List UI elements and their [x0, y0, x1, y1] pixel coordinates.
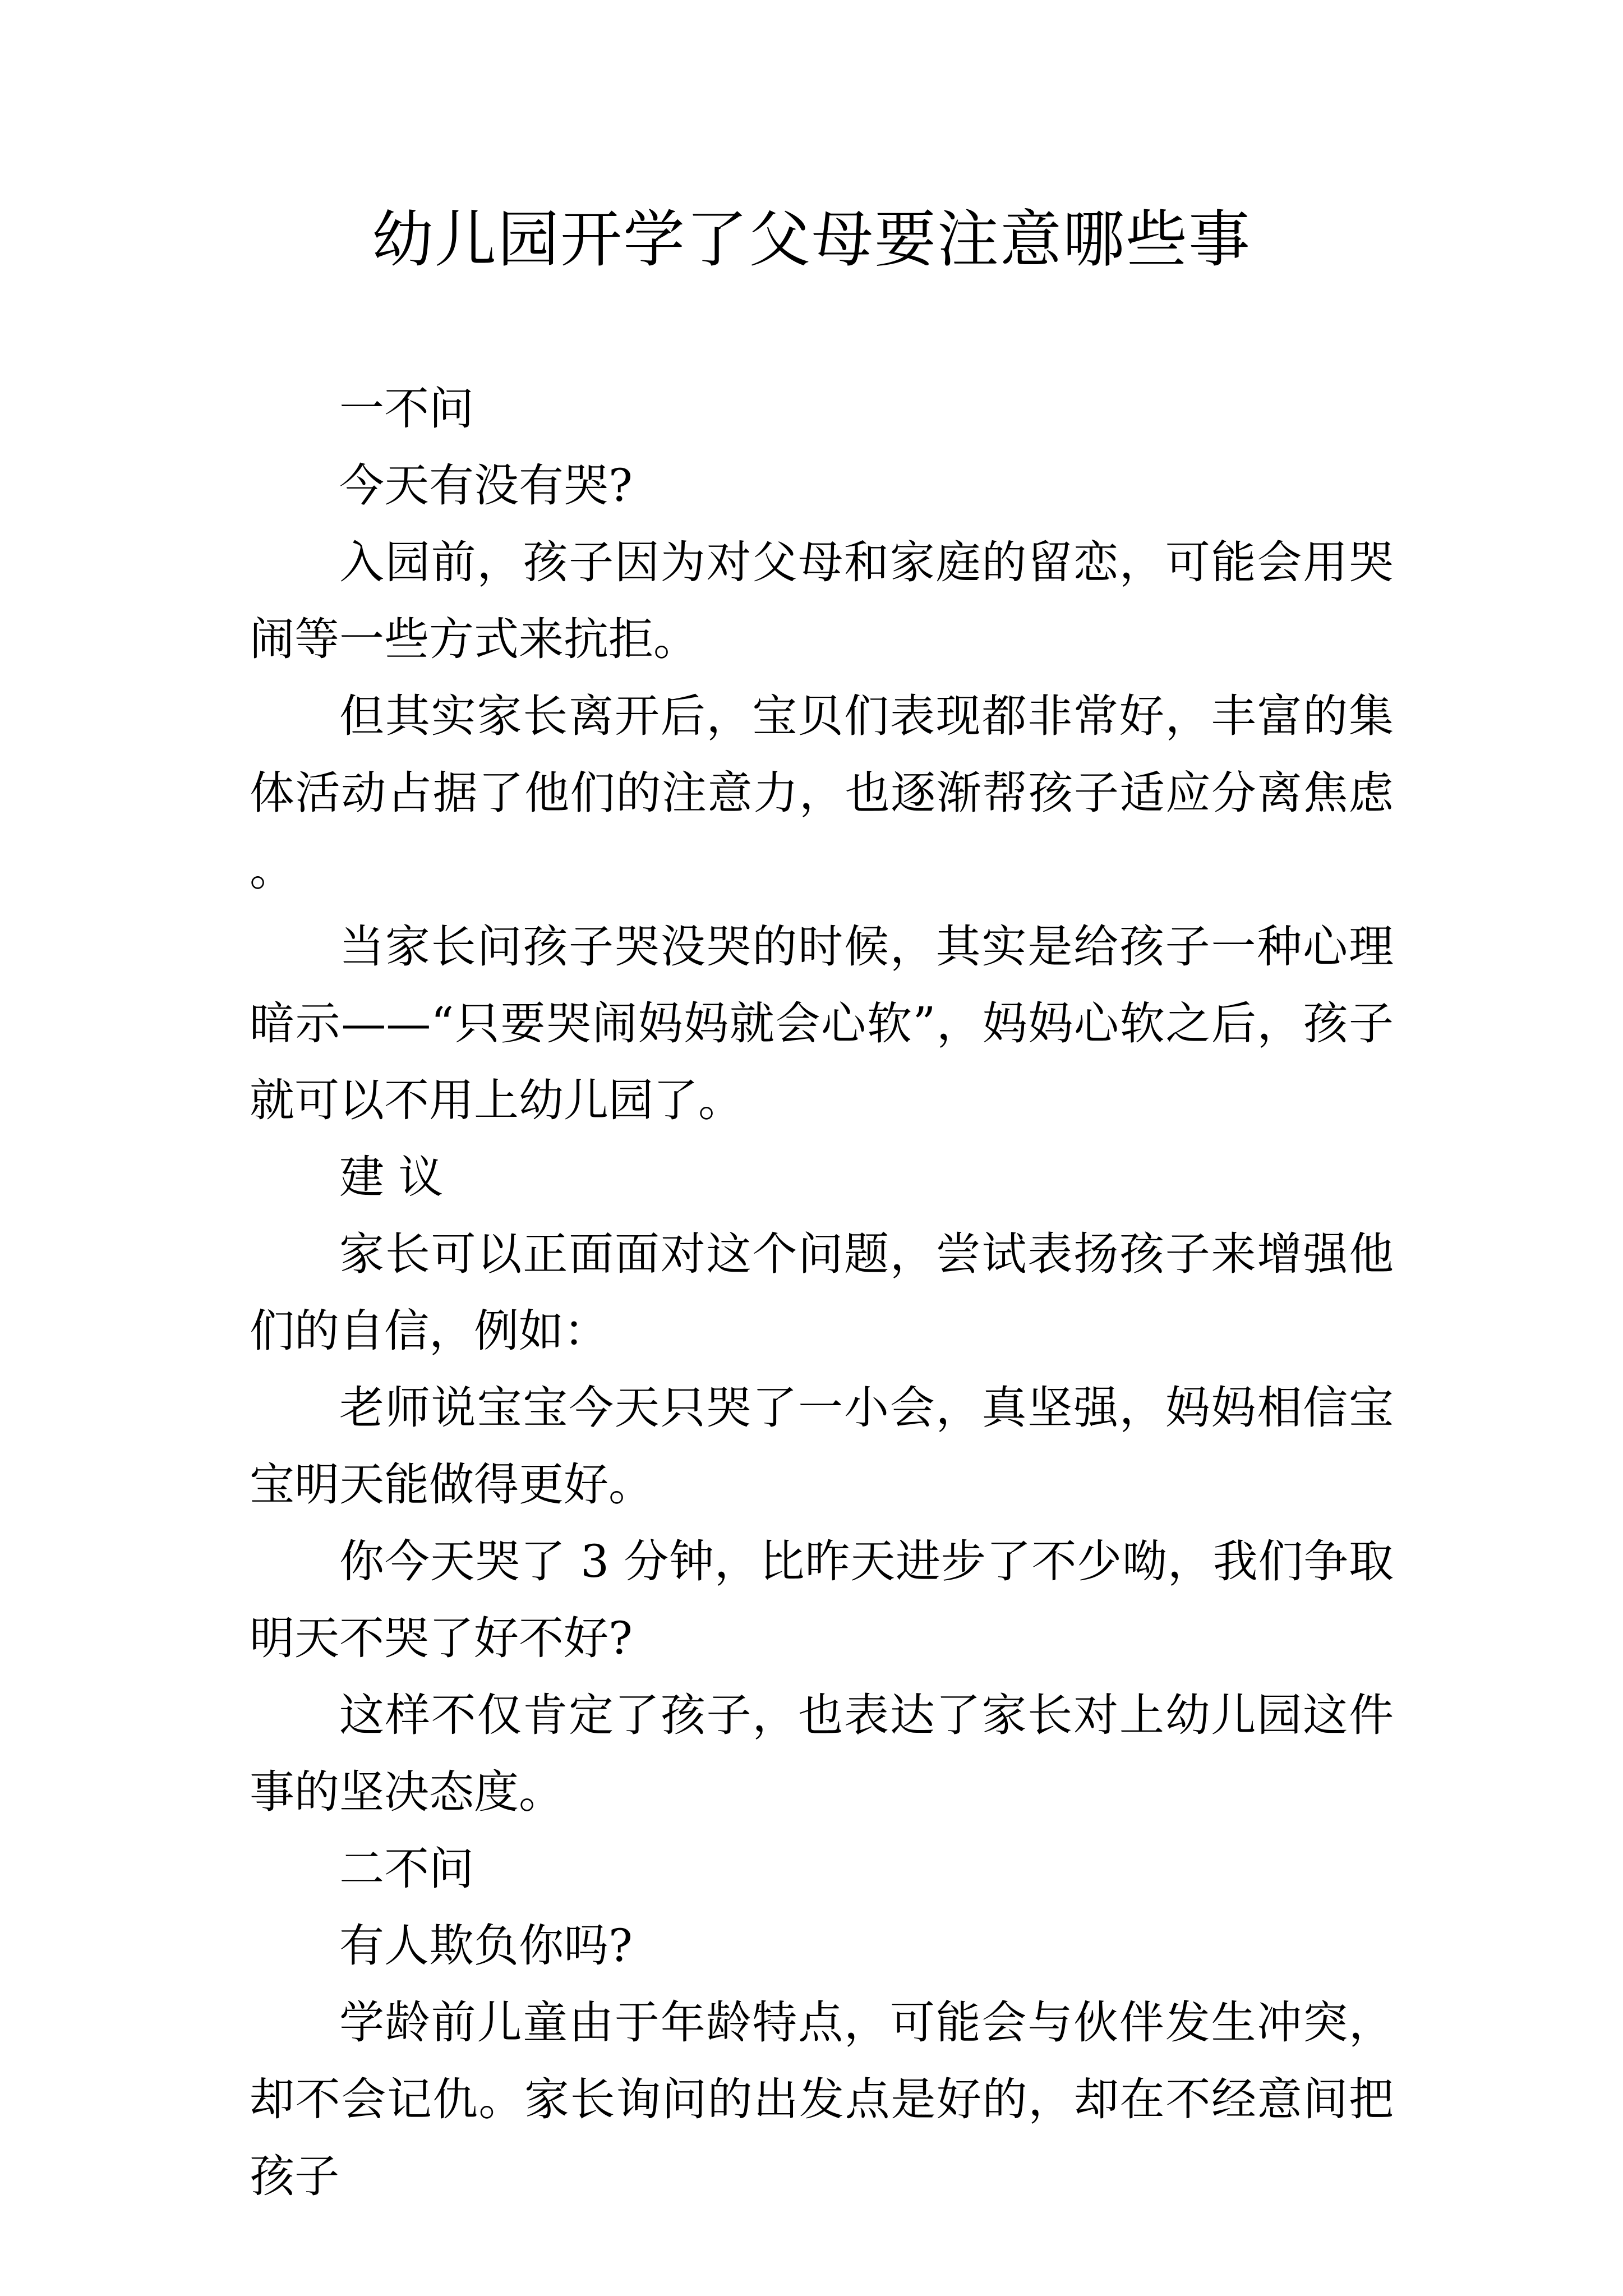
question-1: 今天有没有哭?	[339, 459, 633, 512]
paragraph: 入园前，孩子因为对父母和家庭的留恋，可能会用哭闹等一些方式来抗拒。	[250, 536, 1394, 665]
section-heading-1: 一不问	[339, 383, 474, 435]
document-title: 幼儿园开学了父母要注意哪些事	[372, 204, 1251, 275]
document-body	[250, 370, 1394, 2215]
question-2: 有人欺负你吗?	[339, 1920, 633, 1972]
paragraph: 这样不仅肯定了孩子，也表达了家长对上幼儿园这件事的坚决态度。	[250, 1689, 1394, 1818]
paragraph: 学龄前儿童由于年龄特点，可能会与伙伴发生冲突，却不会记仇。家长询问的出发点是好的，却在不经意间把孩子	[250, 1996, 1394, 2202]
suggestion-heading: 建 议	[339, 1151, 444, 1203]
paragraph: 你今天哭了 3 分钟，比昨天进步了不少呦，我们争取明天不哭了好不好?	[250, 1535, 1394, 1664]
paragraph: 但其实家长离开后，宝贝们表现都非常好，丰富的集体活动占据了他们的注意力，也逐渐帮孩子适应分离焦虑。	[250, 690, 1394, 896]
section-heading-2: 二不问	[339, 1843, 474, 1895]
paragraph: 当家长问孩子哭没哭的时候，其实是给孩子一种心理暗示——“只要哭闹妈妈就会心软”，妈妈心软之后，孩子就可以不用上幼儿园了。	[250, 921, 1394, 1126]
paragraph: 老师说宝宝今天只哭了一小会，真坚强，妈妈相信宝宝明天能做得更好。	[250, 1382, 1394, 1511]
paragraph: 家长可以正面面对这个问题，尝试表扬孩子来增强他们的自信，例如：	[250, 1228, 1394, 1357]
